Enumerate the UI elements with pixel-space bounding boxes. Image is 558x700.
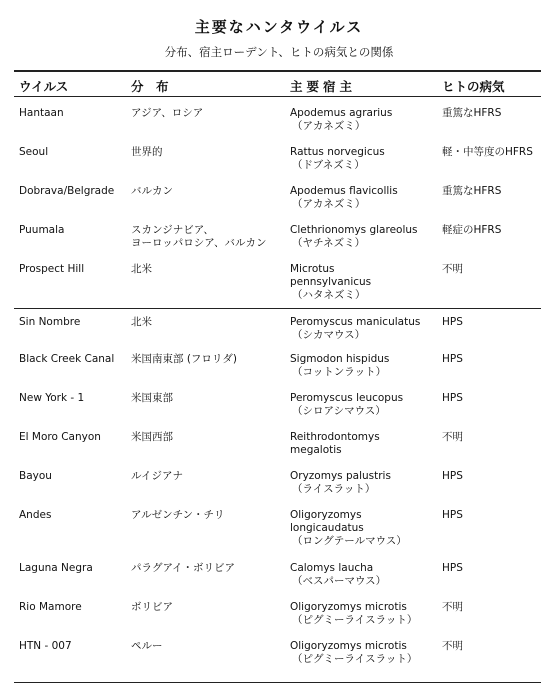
host-species	[290, 353, 389, 379]
distribution	[131, 470, 183, 483]
host-scientific-name: Clethrionomys glareolus	[290, 224, 418, 236]
human-disease: HPS	[442, 353, 463, 365]
group-divider-rule	[14, 308, 541, 309]
host-species	[290, 509, 407, 548]
human-disease: HPS	[442, 562, 463, 574]
distribution	[131, 224, 266, 250]
host-species	[290, 263, 371, 302]
distribution	[131, 562, 235, 575]
host-common-name: （ベスパーマウス）	[292, 575, 387, 587]
distribution-line: ヨーロッパロシア、バルカン	[131, 237, 267, 249]
human-disease: 不明	[442, 263, 463, 275]
host-species	[290, 146, 385, 172]
distribution-line: アジア、ロシア	[131, 107, 204, 119]
host-common-name: （ピグミーライスラット）	[292, 614, 418, 626]
distribution-line: 世界的	[131, 146, 163, 158]
host-scientific-name: Oligoryzomys microtis	[290, 640, 407, 652]
distribution-line: ペルー	[131, 640, 163, 652]
host-scientific-name: Calomys laucha	[290, 562, 374, 574]
distribution-line: パラグアイ・ボリビア	[131, 562, 236, 574]
host-scientific-name: Oryzomys palustris	[290, 470, 391, 482]
table-bottom-rule	[14, 682, 541, 683]
virus-name: Seoul	[19, 146, 49, 158]
header-top-rule	[14, 70, 541, 72]
host-common-name: （ロングテールマウス）	[292, 535, 407, 547]
human-disease: HPS	[442, 316, 463, 328]
host-scientific-name: Apodemus flavicollis	[290, 185, 398, 197]
header-host: 主要宿主	[290, 79, 357, 94]
human-disease: HPS	[442, 470, 463, 482]
host-species	[290, 640, 417, 666]
distribution	[131, 107, 203, 120]
host-scientific-name: longicaudatus	[290, 522, 364, 534]
host-species	[290, 224, 418, 250]
distribution	[131, 640, 163, 653]
host-scientific-name: Apodemus agrarius	[290, 107, 393, 119]
virus-name: Black Creek Canal	[19, 353, 115, 365]
human-disease: HPS	[442, 509, 463, 521]
distribution	[131, 185, 173, 198]
host-common-name: （ピグミーライスラット）	[292, 653, 418, 665]
header-virus: ウイルス	[19, 79, 69, 94]
distribution	[131, 316, 152, 329]
host-species	[290, 392, 403, 418]
virus-name: Rio Mamore	[19, 601, 82, 613]
host-scientific-name: Peromyscus maniculatus	[290, 316, 421, 328]
human-disease: HPS	[442, 392, 463, 404]
virus-name: New York - 1	[19, 392, 85, 404]
host-species	[290, 470, 391, 496]
host-species	[290, 601, 417, 627]
distribution-line: 北米	[131, 316, 152, 328]
header-distribution: 分 布	[131, 79, 169, 94]
distribution-line: ボリビア	[131, 601, 173, 613]
human-disease: 重篤なHFRS	[442, 185, 502, 197]
human-disease: 不明	[442, 431, 463, 443]
host-common-name: （コットンラット）	[292, 366, 387, 378]
host-scientific-name: Microtus	[290, 263, 335, 275]
host-species	[290, 431, 380, 457]
human-disease: 軽・中等度のHFRS	[442, 146, 533, 158]
distribution-line: 米国南東部 (フロリダ)	[131, 353, 238, 365]
distribution	[131, 601, 173, 614]
host-scientific-name: megalotis	[290, 444, 342, 456]
host-species	[290, 316, 420, 342]
distribution-line: 北米	[131, 263, 152, 275]
host-common-name: （シロアシマウス）	[292, 405, 386, 417]
human-disease: 重篤なHFRS	[442, 107, 502, 119]
table-title: 主要なハンタウイルス	[194, 18, 364, 36]
human-disease: 不明	[442, 640, 463, 652]
distribution	[131, 392, 173, 405]
host-species	[290, 185, 398, 211]
host-common-name: （ライスラット）	[292, 483, 376, 495]
host-scientific-name: Rattus norvegicus	[290, 146, 385, 158]
virus-name: Dobrava/Belgrade	[19, 185, 115, 197]
distribution	[131, 353, 237, 366]
host-common-name: （シカマウス）	[292, 329, 366, 341]
virus-name: Hantaan	[19, 107, 64, 119]
host-common-name: （アカネズミ）	[292, 198, 366, 210]
host-species	[290, 562, 386, 588]
host-common-name: （ハタネズミ）	[292, 289, 366, 301]
distribution-line: アルゼンチン・チリ	[131, 509, 225, 521]
host-species	[290, 107, 392, 133]
virus-name: Sin Nombre	[19, 316, 81, 328]
table-subtitle: 分布、宿主ローデント、ヒトの病気との関係	[164, 45, 394, 59]
header-bottom-rule	[14, 96, 541, 97]
distribution-line: 米国西部	[131, 431, 173, 443]
virus-name: Bayou	[19, 470, 52, 482]
host-scientific-name: Sigmodon hispidus	[290, 353, 390, 365]
host-common-name: （ドブネズミ）	[292, 159, 365, 171]
virus-name: Laguna Negra	[19, 562, 93, 574]
host-scientific-name: Reithrodontomys	[290, 431, 380, 443]
virus-name: Puumala	[19, 224, 65, 236]
host-scientific-name: pennsylvanicus	[290, 276, 372, 288]
virus-name: Andes	[19, 509, 52, 521]
distribution	[131, 263, 152, 276]
virus-name: El Moro Canyon	[19, 431, 101, 443]
human-disease: 軽症のHFRS	[442, 224, 502, 236]
virus-name: Prospect Hill	[19, 263, 85, 275]
host-scientific-name: Oligoryzomys microtis	[290, 601, 407, 613]
header-disease: ヒトの病気	[442, 79, 505, 94]
distribution-line: バルカン	[131, 185, 173, 197]
host-scientific-name: Peromyscus leucopus	[290, 392, 404, 404]
distribution-line: ルイジアナ	[131, 470, 183, 482]
distribution-line: スカンジナビア、	[131, 224, 214, 236]
distribution	[131, 431, 173, 444]
virus-name: HTN - 007	[19, 640, 72, 652]
host-common-name: （ヤチネズミ）	[292, 237, 366, 249]
distribution	[131, 146, 163, 159]
distribution	[131, 509, 225, 522]
host-common-name: （アカネズミ）	[292, 120, 366, 132]
distribution-line: 米国東部	[131, 392, 173, 404]
human-disease: 不明	[442, 601, 463, 613]
host-scientific-name: Oligoryzomys	[290, 509, 362, 521]
